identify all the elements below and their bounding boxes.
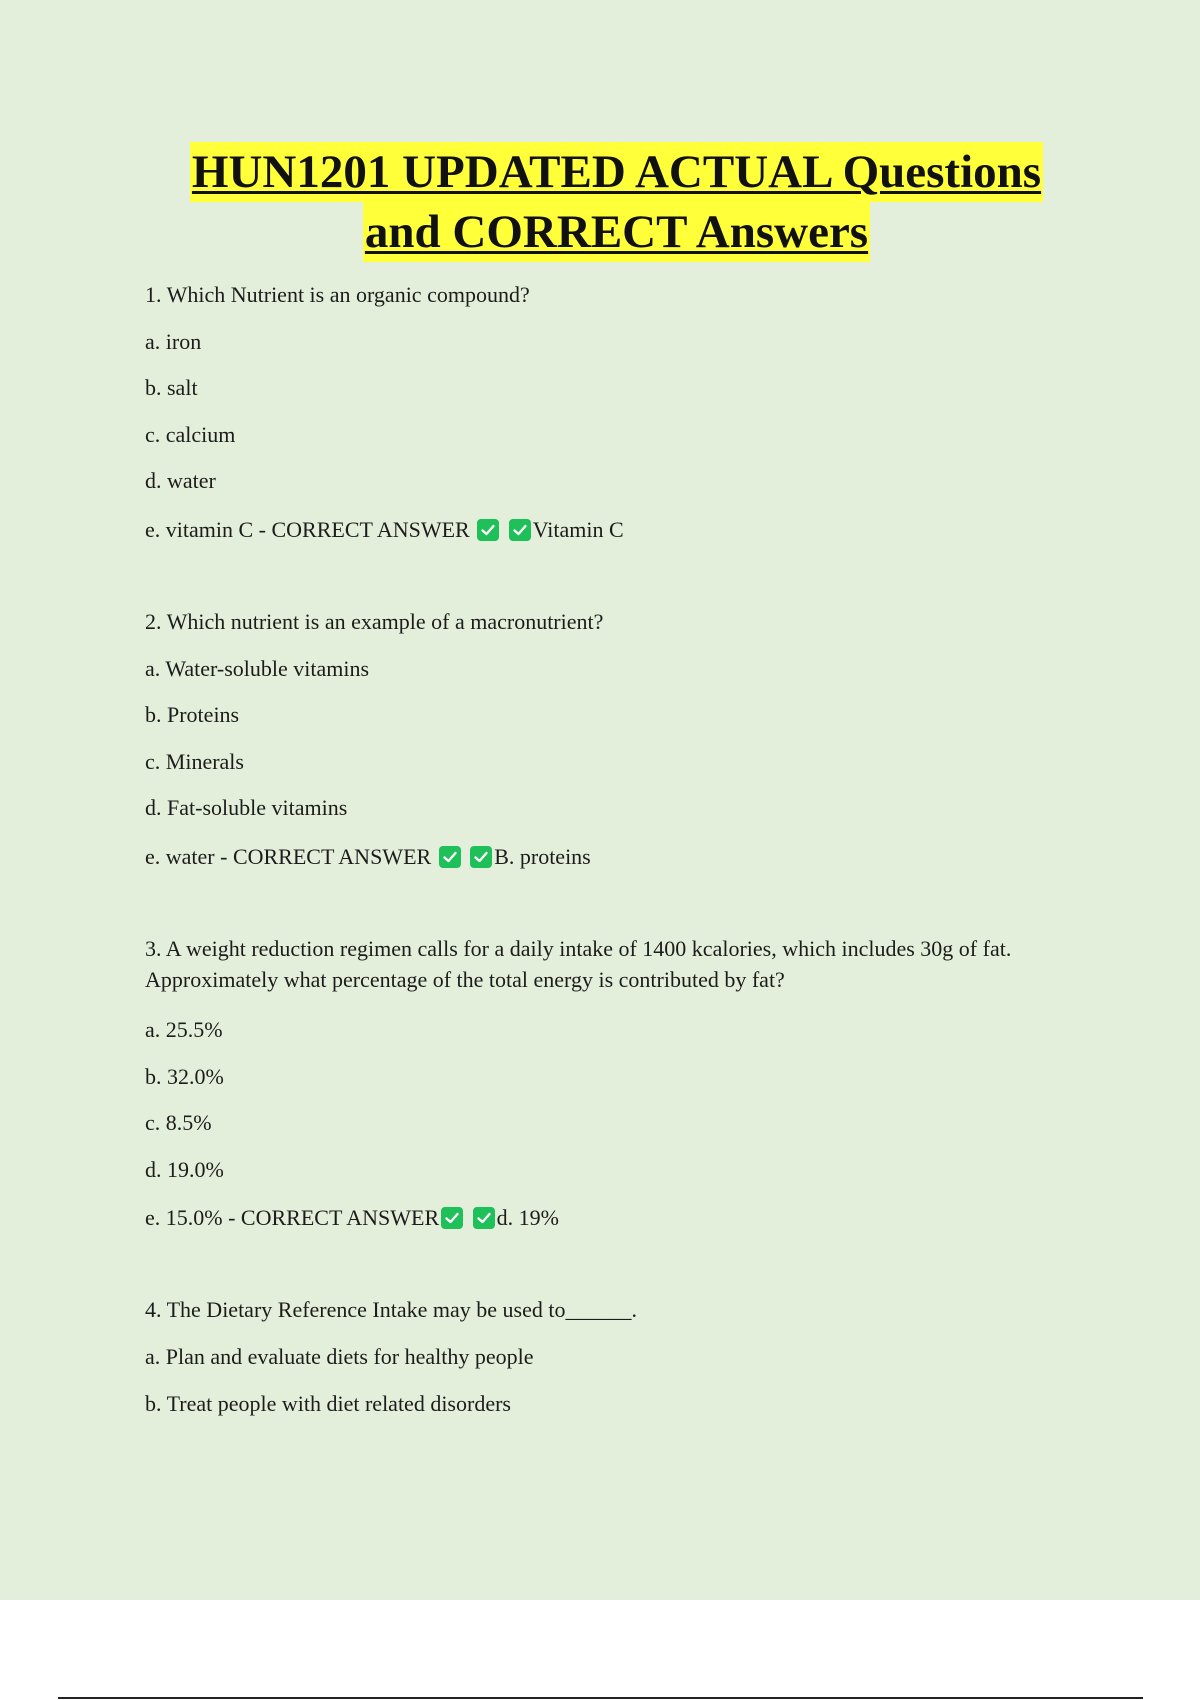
correct-answer: d. 19% [496, 1205, 559, 1231]
option: a. 25.5% [145, 1016, 223, 1042]
option: b. salt [145, 375, 198, 401]
option: b. 32.0% [145, 1063, 224, 1089]
option: c. Minerals [145, 748, 244, 774]
option: b. Proteins [145, 702, 240, 728]
check-box-icon [470, 846, 492, 868]
option: b. Treat people with diet related disorders [145, 1390, 511, 1416]
question-stem: 3. A weight reduction regimen calls for a daily intake of 1400 kcalories, which includes 30g of fat. Approximately what percentage of the total energy is contributed by fat? [145, 935, 1012, 992]
question-list [145, 275, 1075, 1430]
option: a. iron [145, 328, 202, 354]
answer-line [145, 1198, 1075, 1244]
option: c. 8.5% [145, 1110, 212, 1136]
option: a. Plan and evaluate diets for healthy people [145, 1343, 534, 1369]
question-stem: 4. The Dietary Reference Intake may be used to______. [145, 1297, 637, 1323]
title-line-2: and CORRECT Answers [363, 202, 870, 262]
check-box-icon [509, 519, 531, 541]
check-box-icon [441, 1207, 463, 1229]
check-box-icon [477, 519, 499, 541]
option: d. Fat-soluble vitamins [145, 795, 348, 821]
check-box-icon [439, 846, 461, 868]
option-with-answer-label: e. vitamin C - CORRECT ANSWER [145, 516, 470, 542]
footer-rule [58, 1697, 1143, 1699]
answer-line [145, 837, 1075, 883]
document-title [0, 142, 1200, 262]
option: d. 19.0% [145, 1156, 224, 1182]
question-stem: 1. Which Nutrient is an organic compound? [145, 282, 530, 307]
option: a. Water-soluble vitamins [145, 655, 370, 681]
answer-line [145, 510, 1075, 556]
correct-answer: B. proteins [494, 843, 591, 869]
title-line-1: HUN1201 UPDATED ACTUAL Questions [190, 142, 1043, 202]
correct-answer: Vitamin C [532, 516, 624, 542]
check-box-icon [473, 1207, 495, 1229]
option: d. water [145, 468, 216, 494]
option-with-answer-label: e. 15.0% - CORRECT ANSWER [145, 1205, 440, 1231]
question-stem: 2. Which nutrient is an example of a macronutrient? [145, 608, 604, 634]
option-with-answer-label: e. water - CORRECT ANSWER [145, 843, 432, 869]
option: c. calcium [145, 421, 236, 447]
